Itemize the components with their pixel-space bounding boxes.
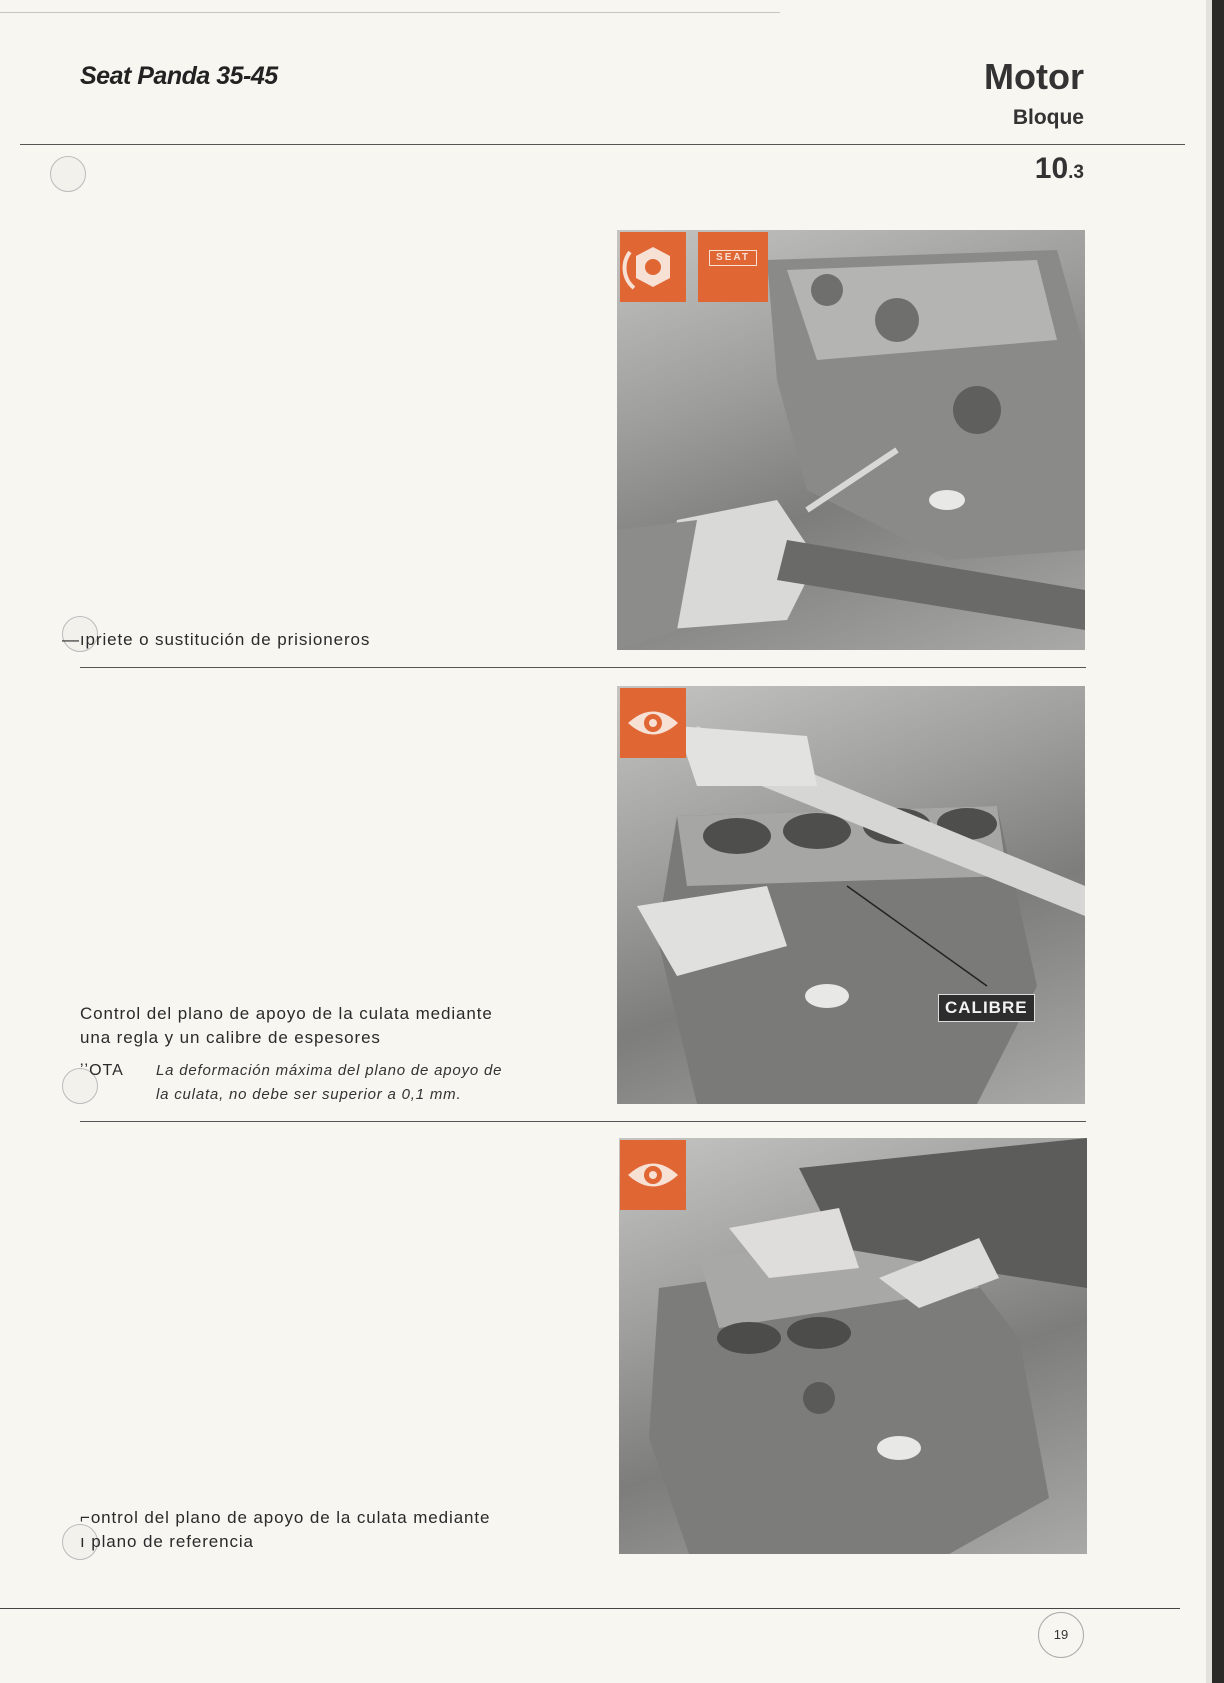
section-title: Motor — [984, 56, 1084, 97]
note-text-line2: la culata, no debe ser superior a 0,1 mm. — [156, 1086, 462, 1103]
footer-rule — [0, 1608, 1180, 1609]
page-edge — [1212, 0, 1224, 1683]
photo-tighten-studs-drawing — [617, 230, 1085, 650]
section-number — [1035, 152, 1084, 186]
seat-logo-text: SEAT — [709, 250, 757, 266]
seat-logo-icon — [698, 232, 768, 302]
photo-reference-plane-check-drawing — [619, 1138, 1087, 1554]
top-edge-line — [0, 12, 780, 13]
photo-tighten-studs — [617, 230, 1085, 650]
wrench-tighten-icon — [620, 232, 686, 302]
section-subtitle: Bloque — [1012, 106, 1084, 129]
caption-straightedge-line1: Control del plano de apoyo de la culata mediante — [80, 1004, 493, 1023]
photo-straightedge-check-drawing — [617, 686, 1085, 1104]
note-label: ʼʼOTA — [80, 1062, 124, 1079]
eye-inspect-icon — [620, 1140, 686, 1210]
caption-straightedge-line2: una regla y un calibre de espesores — [80, 1028, 381, 1047]
section-number-sub: .3 — [1068, 162, 1084, 183]
book-title: Seat Panda 35-45 — [80, 62, 278, 90]
photo-reference-plane-check — [619, 1138, 1087, 1554]
header-rule — [20, 144, 1185, 145]
photo-straightedge-check — [617, 686, 1085, 1104]
photo-label-calibre: CALIBRE — [938, 994, 1035, 1022]
section-number-main: 10 — [1034, 152, 1069, 185]
caption-tighten-studs: —ıpriete o sustitución de prisioneros — [62, 630, 371, 649]
panel-divider — [80, 667, 1086, 668]
page-number: 19 — [1038, 1612, 1084, 1658]
eye-inspect-icon — [620, 688, 686, 758]
caption-reference-plane-line1: ⌐ontrol del plano de apoyo de la culata mediante — [80, 1508, 491, 1527]
note-text-line1: La deformación máxima del plano de apoyo de — [156, 1062, 503, 1079]
panel-divider — [80, 1121, 1086, 1122]
binder-hole — [50, 156, 86, 192]
caption-reference-plane-line2: ı plano de referencia — [80, 1532, 254, 1551]
